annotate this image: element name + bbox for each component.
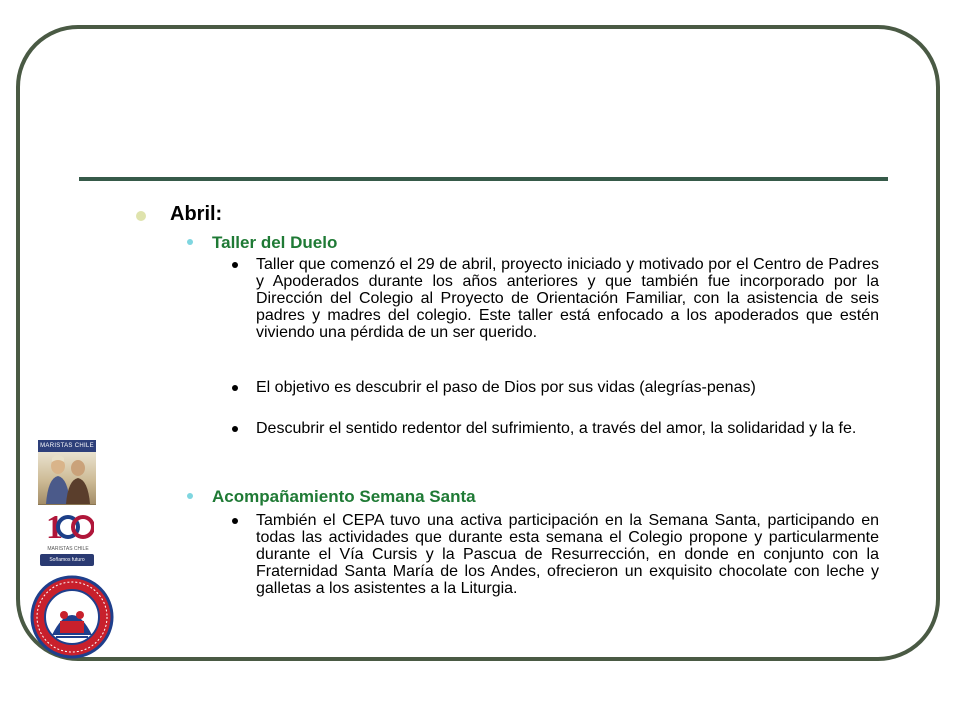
topic-point: También el CEPA tuvo una activa participación en la Semana Santa, participando en todas las actividades que durante esta semana el Colegio propone y particularmente durante el Vía Cursis y la Pascua de Resurrección, en donde en conjunto con la Fraternidad Santa María de los Andes, ofrecieron un exquisito chocolate con leche y galletas a los asistentes a la Liturgia. (256, 512, 879, 597)
level3-bullet-icon (232, 262, 238, 268)
topic-title: Taller del Duelo (212, 233, 338, 252)
level3-bullet-icon (232, 426, 238, 432)
svg-text:1: 1 (46, 509, 63, 546)
topic-point: El objetivo es descubrir el paso de Dios por sus vidas (alegrías-penas) (256, 379, 756, 396)
section-heading: Abril: (170, 203, 223, 225)
maristas-header-logo: MARISTAS CHILE (38, 440, 96, 452)
topic-point: Descubrir el sentido redentor del sufrimiento, a través del amor, la solidaridad y la fe. (256, 420, 857, 437)
level3-bullet-icon (232, 385, 238, 391)
sonamos-futuro-banner: Soñamos futuro (40, 554, 94, 566)
level2-bullet-icon (187, 239, 193, 245)
hundred-logo-caption: MARISTAS CHILE (47, 546, 89, 552)
topic-point: Taller que comenzó el 29 de abril, proyecto iniciado y motivado por el Centro de Padres y Apoderados durante los años anteriores y que también fue incorporado por la Dirección del Colegio al Proyecto de Orientación Familiar, con la asistencia de seis padres y madres del colegio. Este taller está enfocado a los apoderados que estén viviendo una pérdida de un ser querido. (256, 256, 879, 341)
level1-bullet-icon (136, 211, 146, 221)
level3-bullet-icon (232, 518, 238, 524)
level2-bullet-icon (187, 493, 193, 499)
topic-title: Acompañamiento Semana Santa (212, 487, 476, 506)
